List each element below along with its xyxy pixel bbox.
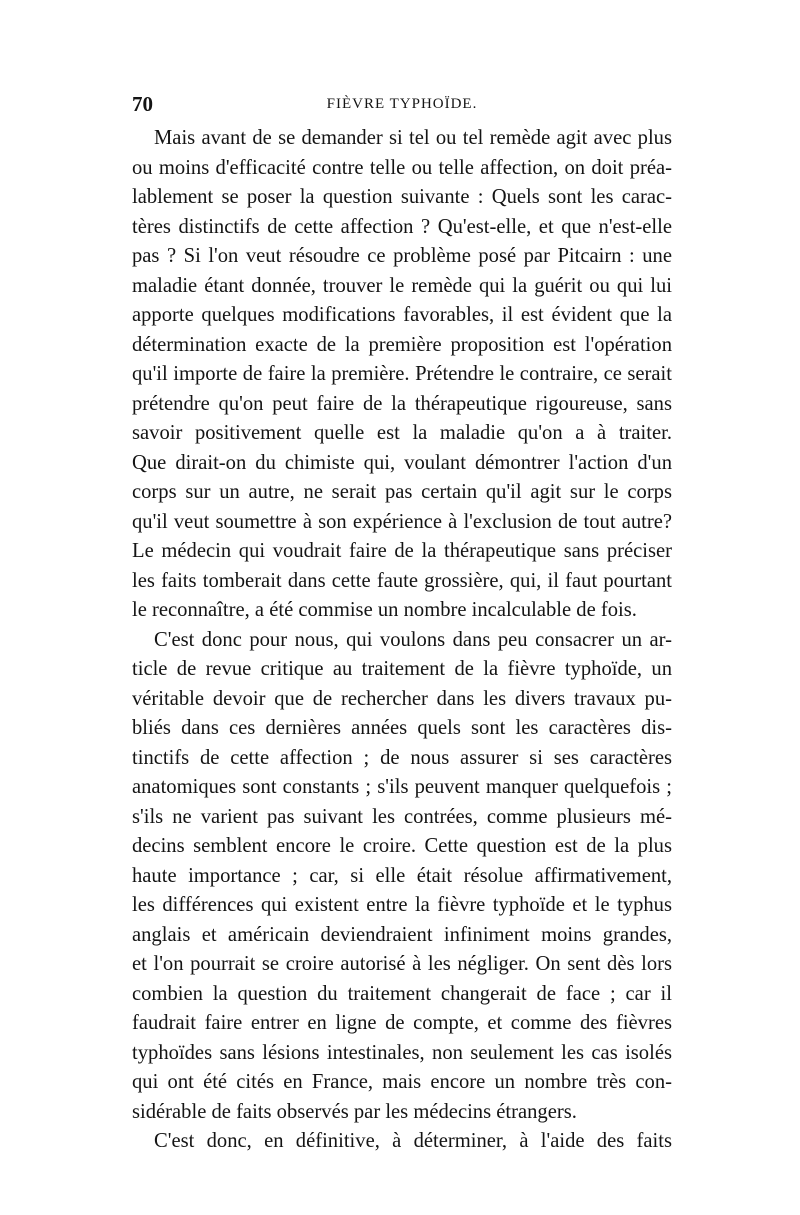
- text-line: s'ils ne varient pas suivant les contrées, comme plusieurs mé-: [132, 805, 672, 828]
- text-line: le reconnaître, a été commise un nombre incalculable de fois.: [132, 599, 637, 621]
- text-line: apporte quelques modifications favorables, il est évident que la: [132, 304, 672, 326]
- text-line: détermination exacte de la première proposition est l'opération: [132, 333, 672, 356]
- text-line: bliés dans ces dernières années quels sont les caractères dis-: [132, 717, 672, 739]
- text-line: les différences qui existent entre la fièvre typhoïde et le typhus: [132, 894, 672, 916]
- text-line: qu'il importe de faire la première. Prétendre le contraire, ce serait: [132, 363, 672, 385]
- page-number: 70: [132, 92, 153, 116]
- text-line: tères distinctifs de cette affection ? Qu'est-elle, et que n'est-elle: [132, 215, 672, 238]
- text-line: corps sur un autre, ne serait pas certain qu'il agit sur le corps: [132, 481, 672, 503]
- text-line: les faits tomberait dans cette faute grossière, qui, il faut pourtant: [132, 569, 672, 592]
- paragraph-2: [132, 626, 672, 1128]
- text-line: anglais et américain deviendraient infiniment moins grandes,: [132, 923, 672, 946]
- text-line: lablement se poser la question suivante : Quels sont les carac-: [132, 186, 672, 208]
- book-page: [132, 92, 672, 1157]
- text-line: ou moins d'efficacité contre telle ou telle affection, on doit préa-: [132, 156, 672, 179]
- text-line: maladie étant donnée, trouver le remède qui la guérit ou qui lui: [132, 274, 672, 297]
- text-line: typhoïdes sans lésions intestinales, non seulement les cas isolés: [132, 1041, 672, 1064]
- text-line: qui ont été cités en France, mais encore un nombre très con-: [132, 1071, 672, 1093]
- text-line: savoir positivement quelle est la maladie qu'on a à traiter.: [132, 422, 672, 444]
- paragraph-1: [132, 124, 672, 626]
- text-line: C'est donc pour nous, qui voulons dans peu consacrer un ar-: [154, 628, 672, 651]
- text-line: tinctifs de cette affection ; de nous assurer si ses caractères: [132, 746, 672, 769]
- text-line: ticle de revue critique au traitement de la fièvre typhoïde, un: [132, 658, 672, 680]
- text-line: prétendre qu'on peut faire de la thérapeutique rigoureuse, sans: [132, 392, 672, 415]
- text-line: sidérable de faits observés par les médecins étrangers.: [132, 1100, 577, 1123]
- paragraph-3: [132, 1127, 672, 1157]
- text-line: pas ? Si l'on veut résoudre ce problème posé par Pitcairn : une: [132, 245, 672, 267]
- text-line: faudrait faire entrer en ligne de compte, et comme des fièvres: [132, 1012, 672, 1034]
- text-line: qu'il veut soumettre à son expérience à l'exclusion de tout autre?: [132, 510, 672, 533]
- text-line: C'est donc, en définitive, à déterminer, à l'aide des faits: [154, 1130, 672, 1152]
- running-title: FIÈVRE TYPHOÏDE.: [326, 96, 478, 112]
- text-line: et l'on pourrait se croire autorisé à les négliger. On sent dès lors: [132, 953, 672, 975]
- page-header: [132, 92, 672, 120]
- text-line: haute importance ; car, si elle était résolue affirmativement,: [132, 864, 672, 887]
- text-line: Le médecin qui voudrait faire de la thérapeutique sans préciser: [132, 540, 672, 562]
- text-line: anatomiques sont constants ; s'ils peuvent manquer quelquefois ;: [132, 776, 672, 798]
- text-line: decins semblent encore le croire. Cette question est de la plus: [132, 835, 672, 857]
- text-line: Que dirait-on du chimiste qui, voulant démontrer l'action d'un: [132, 451, 672, 474]
- text-line: Mais avant de se demander si tel ou tel remède agit avec plus: [154, 127, 672, 149]
- text-line: véritable devoir que de rechercher dans les divers travaux pu-: [132, 687, 672, 710]
- text-line: combien la question du traitement changerait de face ; car il: [132, 982, 672, 1005]
